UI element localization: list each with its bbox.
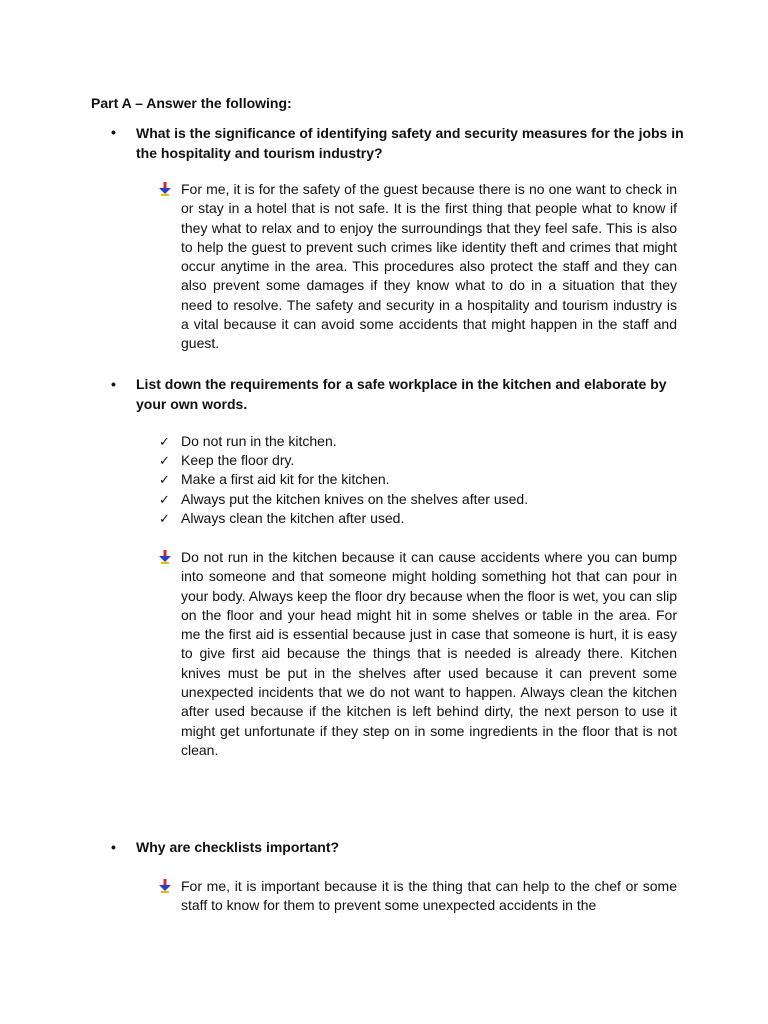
check-icon: ✓ bbox=[159, 510, 170, 526]
arrow-bullet-icon bbox=[158, 182, 172, 196]
check-icon: ✓ bbox=[159, 491, 170, 507]
bullet: • bbox=[111, 124, 116, 140]
bullet: • bbox=[111, 376, 116, 392]
arrow-bullet-icon bbox=[158, 550, 172, 564]
check-icon: ✓ bbox=[159, 434, 170, 449]
arrow-bullet-icon bbox=[158, 879, 172, 893]
answer-2: Do not run in the kitchen because it can cause accidents where you can bump into someone and that someone might holding something hot that can pour in your body. Always keep the floor dry because when the floor is wet, you can slip on the floor and your head might hit in some shelves or table in the area. For me the first aid is essential because just in case that someone is hurt, it is easy to give first aid because the things that is needed is already there. Kitchen knives must be put in the shelves after used because it can prevent some unexpected incidents that we do not want to happen. Always clean the kitchen after used because if the kitchen is left behind dirty, the next person to use it might get unfortunate if they step on in some ingredients in the floor that is not clean. bbox=[181, 549, 677, 758]
checklist-item: ✓ Keep the floor dry. bbox=[159, 451, 528, 470]
requirements-checklist bbox=[159, 432, 528, 528]
question-2: List down the requirements for a safe workplace in the kitchen and elaborate by your own words. bbox=[136, 376, 667, 412]
check-icon: ✓ bbox=[159, 453, 170, 469]
part-title: Part A – Answer the following: bbox=[91, 95, 292, 111]
answer-1: For me, it is for the safety of the guest because there is no one want to check in or stay in a hotel that is not safe. It is the first thing that people what to know if they what to relax and to enjoy the surroundings that they feel safe. This is also to help the guest to prevent such crimes like identity theft and crimes that might occur anytime in the area. This procedures also protect the staff and they can also prevent some damages if they know what to do in a situation that they need to resolve. The safety and security in a hospitality and tourism industry is a vital because it can avoid some accidents that might happen in the staff and guest. bbox=[181, 181, 677, 352]
checklist-item: ✓ Do not run in the kitchen. bbox=[159, 432, 528, 451]
checklist-item: ✓ Always put the kitchen knives on the shelves after used. bbox=[159, 490, 528, 509]
checklist-item: ✓ Always clean the kitchen after used. bbox=[159, 509, 528, 528]
question-3: Why are checklists important? bbox=[136, 839, 340, 855]
check-icon: ✓ bbox=[159, 472, 170, 488]
checklist-item: ✓ Make a first aid kit for the kitchen. bbox=[159, 470, 528, 489]
answer-3: For me, it is important because it is the thing that can help to the chef or some staff to know for them to prevent some unexpected accidents in the bbox=[181, 878, 677, 914]
question-1: What is the significance of identifying safety and security measures for the jobs in the hospitality and tourism industry? bbox=[136, 125, 684, 161]
bullet: • bbox=[111, 839, 116, 855]
